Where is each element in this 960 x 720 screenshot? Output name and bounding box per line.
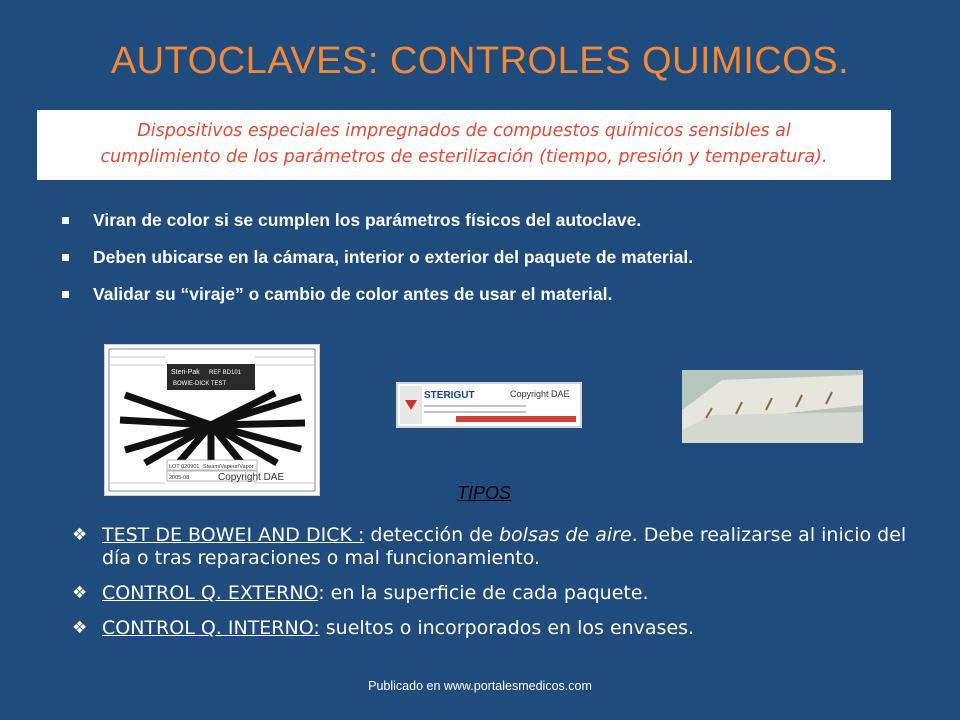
type-text — [102, 524, 932, 570]
types-list — [72, 524, 932, 652]
footer-credit: Publicado en www.portalesmedicos.com — [368, 679, 592, 693]
bowie-dick-sheet-graphic — [105, 345, 319, 495]
strip-brand: STERIGUT — [424, 390, 475, 401]
type-text — [102, 617, 694, 640]
definition-box — [37, 110, 891, 180]
sheet-date: 2005-08 — [169, 475, 190, 481]
copyright-label: Copyright DAE — [510, 389, 570, 399]
type-text — [102, 582, 649, 605]
bullet-item — [60, 284, 693, 321]
bullet-text: Viran de color si se cumplen los parámetros físicos del autoclave. — [93, 210, 642, 230]
slide-title: AUTOCLAVES: CONTROLES QUIMICOS. — [110, 40, 850, 82]
diamond-bullet-icon: ❖ — [72, 583, 88, 603]
sheet-brand: Steri-Pak — [171, 369, 200, 376]
square-bullet-icon — [62, 291, 69, 298]
bullet-item — [60, 247, 693, 284]
square-bullet-icon — [62, 217, 69, 224]
bullet-text: Validar su “viraje” o cambio de color antes de usar el material. — [93, 284, 613, 304]
type-term: CONTROL Q. EXTERNO — [102, 582, 319, 604]
diamond-bullet-icon: ❖ — [72, 525, 88, 545]
type-item — [72, 617, 932, 640]
bowie-dick-test-image — [104, 344, 320, 496]
copyright-label: Copyright DAE — [218, 472, 285, 483]
bullet-item — [60, 210, 693, 247]
type-item — [72, 582, 932, 605]
type-desc: sueltos o incorporados en los envases. — [319, 617, 695, 639]
type-desc-end: . Debe realizarse al inicio del día o tras reparaciones o mal funcionamiento. — [102, 524, 907, 569]
bullet-list — [60, 210, 693, 321]
sheet-cycle: Steam/Vapeur/Vapor — [203, 464, 254, 470]
sheet-lot: LOT 020901 — [169, 464, 200, 470]
sheet-ref: REF BD101 — [209, 370, 242, 376]
sheet-test-name: BOWIE-DICK TEST — [173, 381, 227, 387]
sterilization-pouch-image — [682, 370, 863, 443]
square-bullet-icon — [62, 254, 69, 261]
type-desc: : en la superficie de cada paquete. — [318, 582, 649, 604]
bullet-text: Deben ubicarse en la cámara, interior o exterior del paquete de material. — [93, 247, 694, 267]
pouch-graphic — [682, 370, 863, 443]
type-item — [72, 524, 932, 570]
definition-line-1: Dispositivos especiales impregnados de compuestos químicos sensibles al — [137, 121, 791, 141]
type-term: CONTROL Q. INTERNO: — [102, 617, 320, 639]
type-term: TEST DE BOWEI AND DICK : — [102, 524, 365, 546]
definition-line-2: cumplimiento de los parámetros de esterilización (tiempo, presión y temperatura). — [100, 147, 828, 167]
type-emphasis: bolsas de aire — [498, 524, 632, 546]
types-heading: TIPOS — [457, 483, 512, 503]
diamond-bullet-icon: ❖ — [72, 618, 88, 638]
type-desc: detección de — [364, 524, 499, 546]
